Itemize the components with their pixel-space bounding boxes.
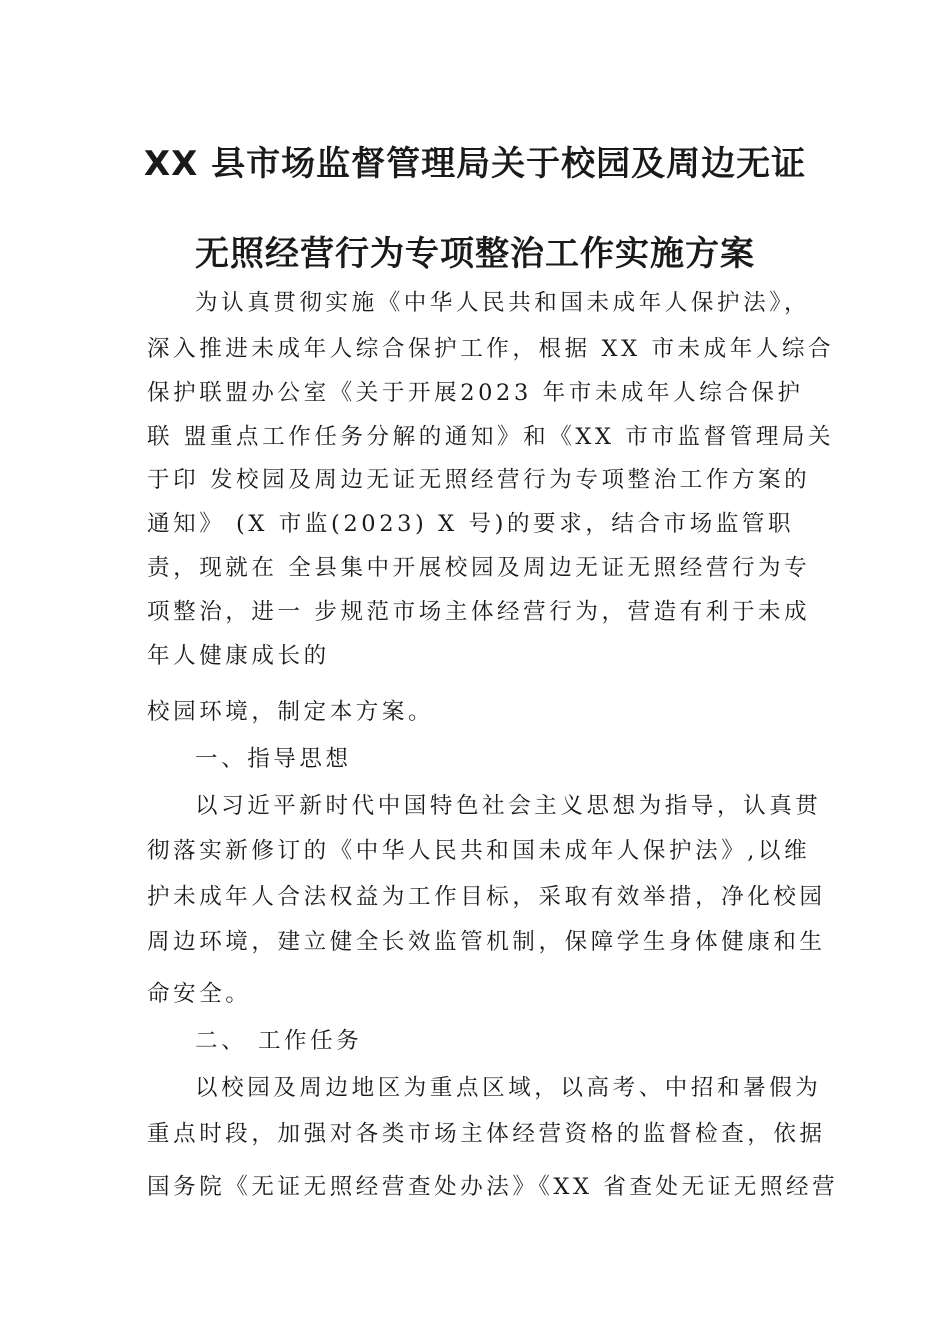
- section-heading: 一、指导思想: [195, 746, 352, 772]
- paragraph-line: 护未成年人合法权益为工作目标，采取有效举措，净化校园: [147, 884, 826, 910]
- paragraph-line: 深入推进未成年人综合保护工作，根据 XX 市未成年人综合: [147, 336, 835, 362]
- paragraph-line: 校园环境，制定本方案。: [147, 699, 435, 725]
- paragraph-line: 年人健康成长的: [147, 643, 330, 669]
- paragraph-line: 命安全。: [147, 981, 252, 1007]
- paragraph-line: 于印 发校园及周边无证无照经营行为专项整治工作方案的: [147, 467, 811, 493]
- paragraph-line: 为认真贯彻实施《中华人民共和国未成年人保护法》，: [195, 290, 811, 316]
- paragraph-line: 国务院《无证无照经营查处办法》《XX 省查处无证无照经营: [147, 1174, 839, 1200]
- paragraph-line: 彻落实新修订的《中华人民共和国未成年人保护法》,以维: [147, 838, 811, 864]
- paragraph-line: 以习近平新时代中国特色社会主义思想为指导，认真贯: [195, 793, 822, 819]
- document-title-line-1: XX 县市场监督管理局关于校园及周边无证: [143, 144, 807, 184]
- paragraph-line: 项整治，进一 步规范市场主体经营行为，营造有利于未成: [147, 599, 811, 625]
- paragraph-line: 周边环境，建立健全长效监管机制，保障学生身体健康和生: [147, 929, 826, 955]
- paragraph-line: 通知》 (X 市监(2023) X 号)的要求，结合市场监管职: [147, 511, 795, 537]
- section-heading: 二、 工作任务: [195, 1028, 363, 1054]
- document-title-line-2: 无照经营行为专项整治工作实施方案: [195, 234, 755, 274]
- paragraph-line: 以校园及周边地区为重点区域，以高考、中招和暑假为: [195, 1075, 822, 1101]
- paragraph-line: 责，现就在 全县集中开展校园及周边无证无照经营行为专: [147, 555, 811, 581]
- paragraph-line: 联 盟重点工作任务分解的通知》和《XX 市市监督管理局关: [147, 424, 835, 450]
- paragraph-line: 重点时段，加强对各类市场主体经营资格的监督检查，依据: [147, 1121, 826, 1147]
- paragraph-line: 保护联盟办公室《关于开展2023 年市未成年人综合保护: [147, 380, 804, 406]
